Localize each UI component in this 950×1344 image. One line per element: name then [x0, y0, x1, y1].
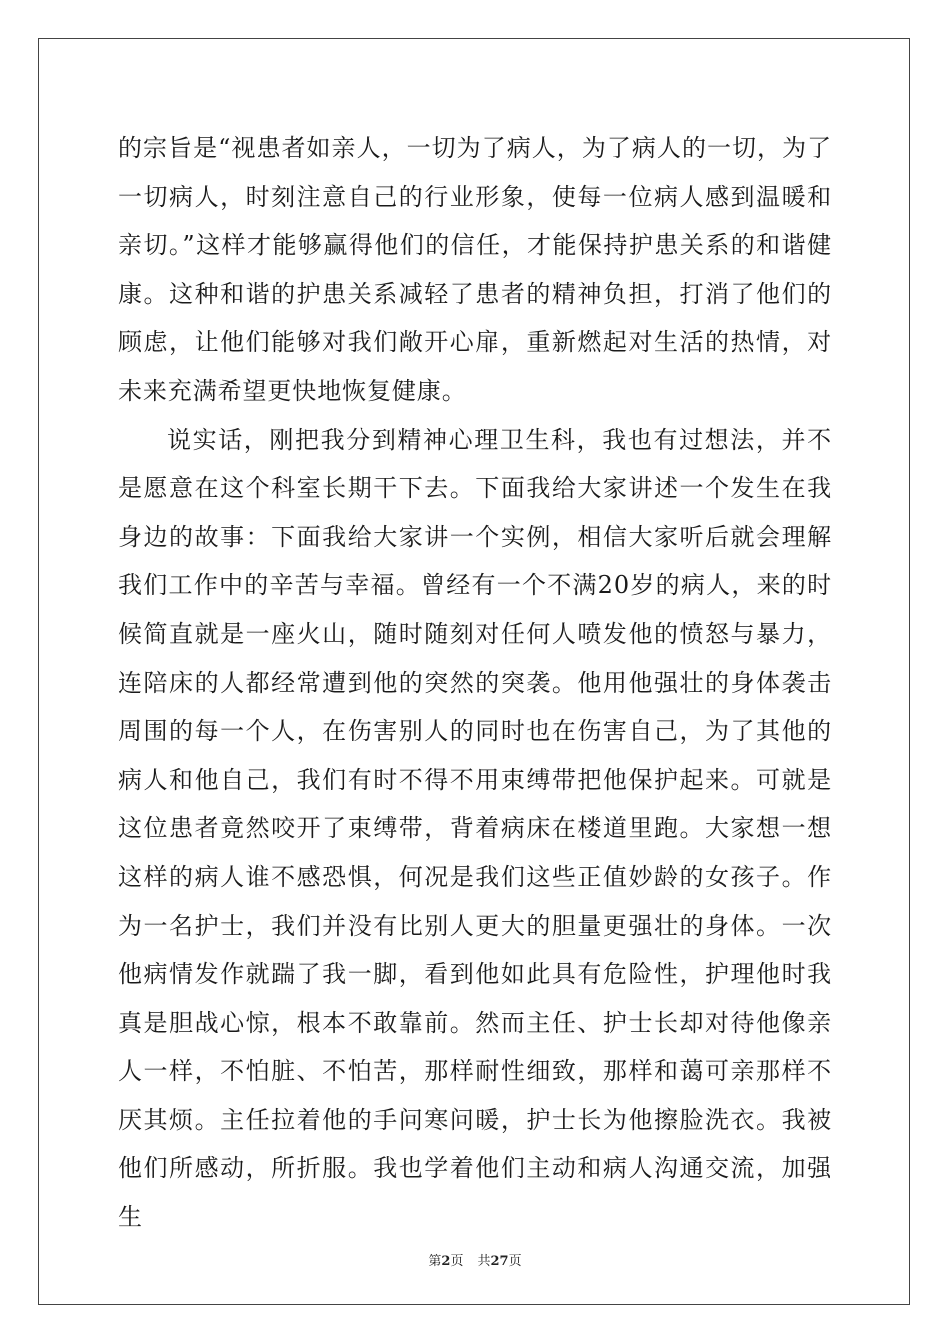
total-page-count: 27 — [490, 1254, 509, 1269]
page-label-suffix: 页 — [450, 1254, 464, 1269]
current-page-number: 2 — [441, 1254, 451, 1269]
total-label-suffix: 页 — [508, 1254, 522, 1269]
paragraph-2: 说实话，刚把我分到精神心理卫生科，我也有过想法，并不是愿意在这个科室长期干下去。下面我给大家讲述一个发生在我身边的故事：下面我给大家讲一个实例，相信大家听后就会理解我们工作中的辛苦与幸福。曾经有一个不满20岁的病人，来的时候简直就是一座火山，随时随刻对任何人喷发他的愤怒与暴力，连陪床的人都经常遭到他的突然的突袭。他用他强壮的身体袭击周围的每一个人，在伤害别人的同时也在伤害自己，为了其他的病人和他自己，我们有时不得不用束缚带把他保护起来。可就是这位患者竟然咬开了束缚带，背着病床在楼道里跑。大家想一想这样的病人谁不感恐惧，何况是我们这些正值妙龄的女孩子。作为一名护士，我们并没有比别人更大的胆量更强壮的身体。一次他病情发作就踹了我一脚，看到他如此具有危险性，护理他时我真是胆战心惊，根本不敢靠前。然而主任、护士长却对待他像亲人一样，不怕脏、不怕苦，那样耐性细致，那样和蔼可亲那样不厌其烦。主任拉着他的手问寒问暖，护士长为他擦脸洗衣。我被他们所感动，所折服。我也学着他们主动和病人沟通交流，加强生 — [118, 425, 832, 1232]
document-body — [118, 124, 832, 1242]
total-label-prefix: 共 — [477, 1254, 491, 1269]
page-footer — [0, 1250, 950, 1269]
page-label-prefix: 第 — [428, 1254, 442, 1269]
paragraph-1: 的宗旨是“视患者如亲人，一切为了病人，为了病人的一切，为了一切病人，时刻注意自己的行业形象，使每一位病人感到温暖和亲切。”这样才能够赢得他们的信任，才能保持护患关系的和谐健康。这种和谐的护患关系减轻了患者的精神负担，打消了他们的顾虑，让他们能够对我们敞开心扉，重新燃起对生活的热情，对未来充满希望更快地恢复健康。 — [118, 134, 832, 405]
